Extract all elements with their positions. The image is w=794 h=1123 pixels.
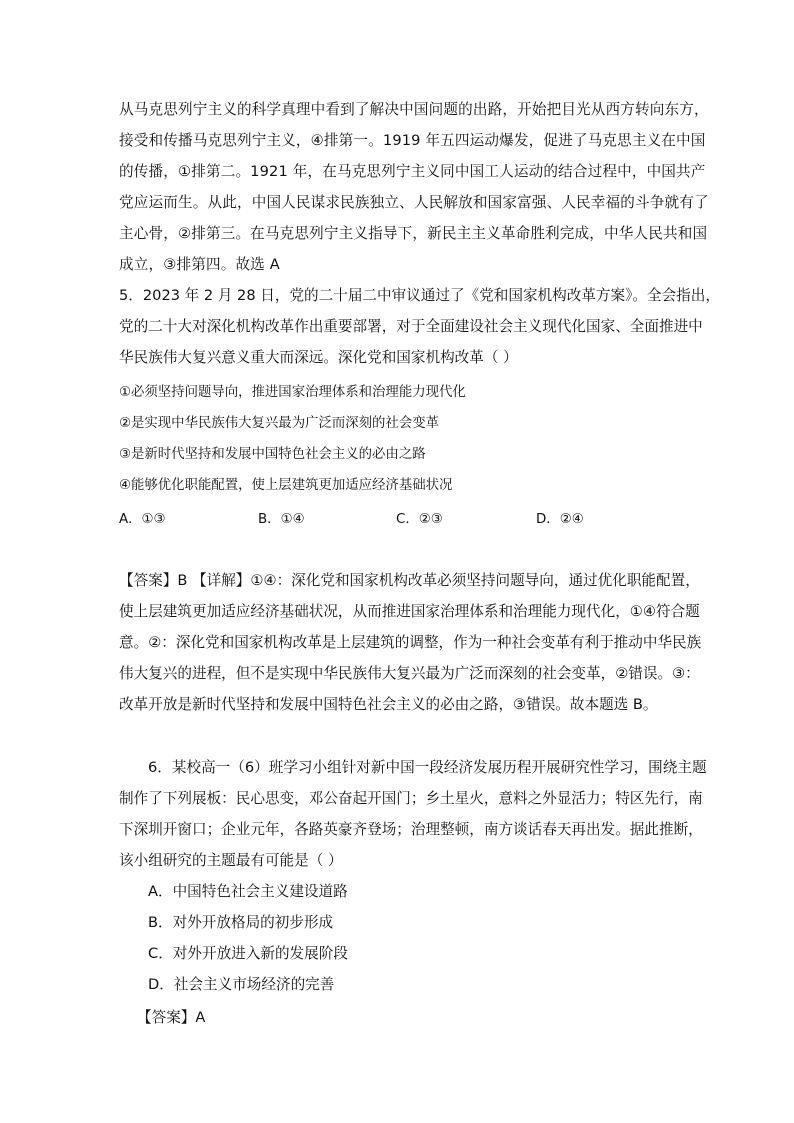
question-stem-line: 5．2023 年 2 月 28 日，党的二十届二中审议通过了《党和国家机构改革方案》。全会指出， (119, 287, 720, 304)
statement-1: ①必须坚持问题导向，推进国家治理体系和治理能力现代化 (119, 385, 466, 400)
question-stem-line: 6．某校高一（6）班学习小组针对新中国一段经济发展历程开展研究性学习，围绕主题 (148, 759, 707, 776)
option-b: B．①④ (258, 512, 305, 527)
text-line: 接受和传播马克思列宁主义，④排第一。1919 年五四运动爆发，促进了马克思主义在中国 (119, 132, 706, 149)
answer-explanation-line: 改革开放是新时代坚持和发展中国特色社会主义的必由之路，③错误。故本题选 B。 (119, 696, 658, 713)
text-line: 党应运而生。从此，中国人民谋求民族独立、人民解放和国家富强、人民幸福的斗争就有了 (119, 194, 709, 211)
answer-explanation-line: 使上层建筑更加适应经济基础状况，从而推进国家治理体系和治理能力现代化，①④符合题 (119, 603, 700, 620)
question-stem-line: 下深圳开窗口；企业元年，各路英豪齐登场；治理整顿，南方谈话春天再出发。据此推断， (119, 821, 703, 838)
option-d: D．②④ (536, 512, 584, 527)
option-a: A．①③ (119, 512, 166, 527)
statement-2: ②是实现中华民族伟大复兴最为广泛而深刻的社会变革 (119, 416, 439, 431)
option-c: C．②③ (396, 512, 443, 527)
question-stem-line: 该小组研究的主题最有可能是（ ） (119, 852, 343, 869)
text-line: 从马克思列宁主义的科学真理中看到了解决中国问题的出路，开始把目光从西方转向东方， (119, 101, 709, 118)
question-stem-line: 制作了下列展板：民心思变，邓公奋起开国门；乡土星火，意料之外显活力；特区先行，南 (119, 790, 703, 807)
answer-explanation-line: 意。②：深化党和国家机构改革是上层建筑的调整，作为一种社会变革有利于推动中华民族 (119, 634, 702, 651)
question-stem-line: 党的二十大对深化机构改革作出重要部署，对于全面建设社会主义现代化国家、全面推进中 (119, 318, 703, 335)
question-stem-line: 华民族伟大复兴意义重大而深远。深化党和国家机构改革（ ） (119, 349, 518, 366)
option-a: A．中国特色社会主义建设道路 (148, 883, 348, 900)
statement-3: ③是新时代坚持和发展中国特色社会主义的必由之路 (119, 447, 426, 462)
answer-label: 【答案】A (137, 1009, 206, 1026)
answer-explanation-line: 伟大复兴的进程，但不是实现中华民族伟大复兴最为广泛而深刻的社会变革，②错误。③： (119, 665, 700, 682)
answer-explanation-line: 【答案】B 【详解】①④：深化党和国家机构改革必须坚持问题导向，通过优化职能配置， (119, 572, 700, 589)
text-line: 主心骨，②排第三。在马克思列宁主义指导下，新民主主义革命胜利完成，中华人民共和国 (119, 225, 708, 242)
statement-4: ④能够优化职能配置，使上层建筑更加适应经济基础状况 (119, 478, 453, 493)
option-c: C．对外开放进入新的发展阶段 (148, 945, 348, 962)
answer-options (119, 508, 679, 528)
option-b: B．对外开放格局的初步形成 (148, 914, 334, 931)
text-line: 的传播，①排第二。1921 年，在马克思列宁主义同中国工人运动的结合过程中，中国共产 (119, 163, 706, 180)
option-d: D．社会主义市场经济的完善 (148, 976, 335, 993)
text-line: 成立，③排第四。故选 A (119, 256, 280, 273)
